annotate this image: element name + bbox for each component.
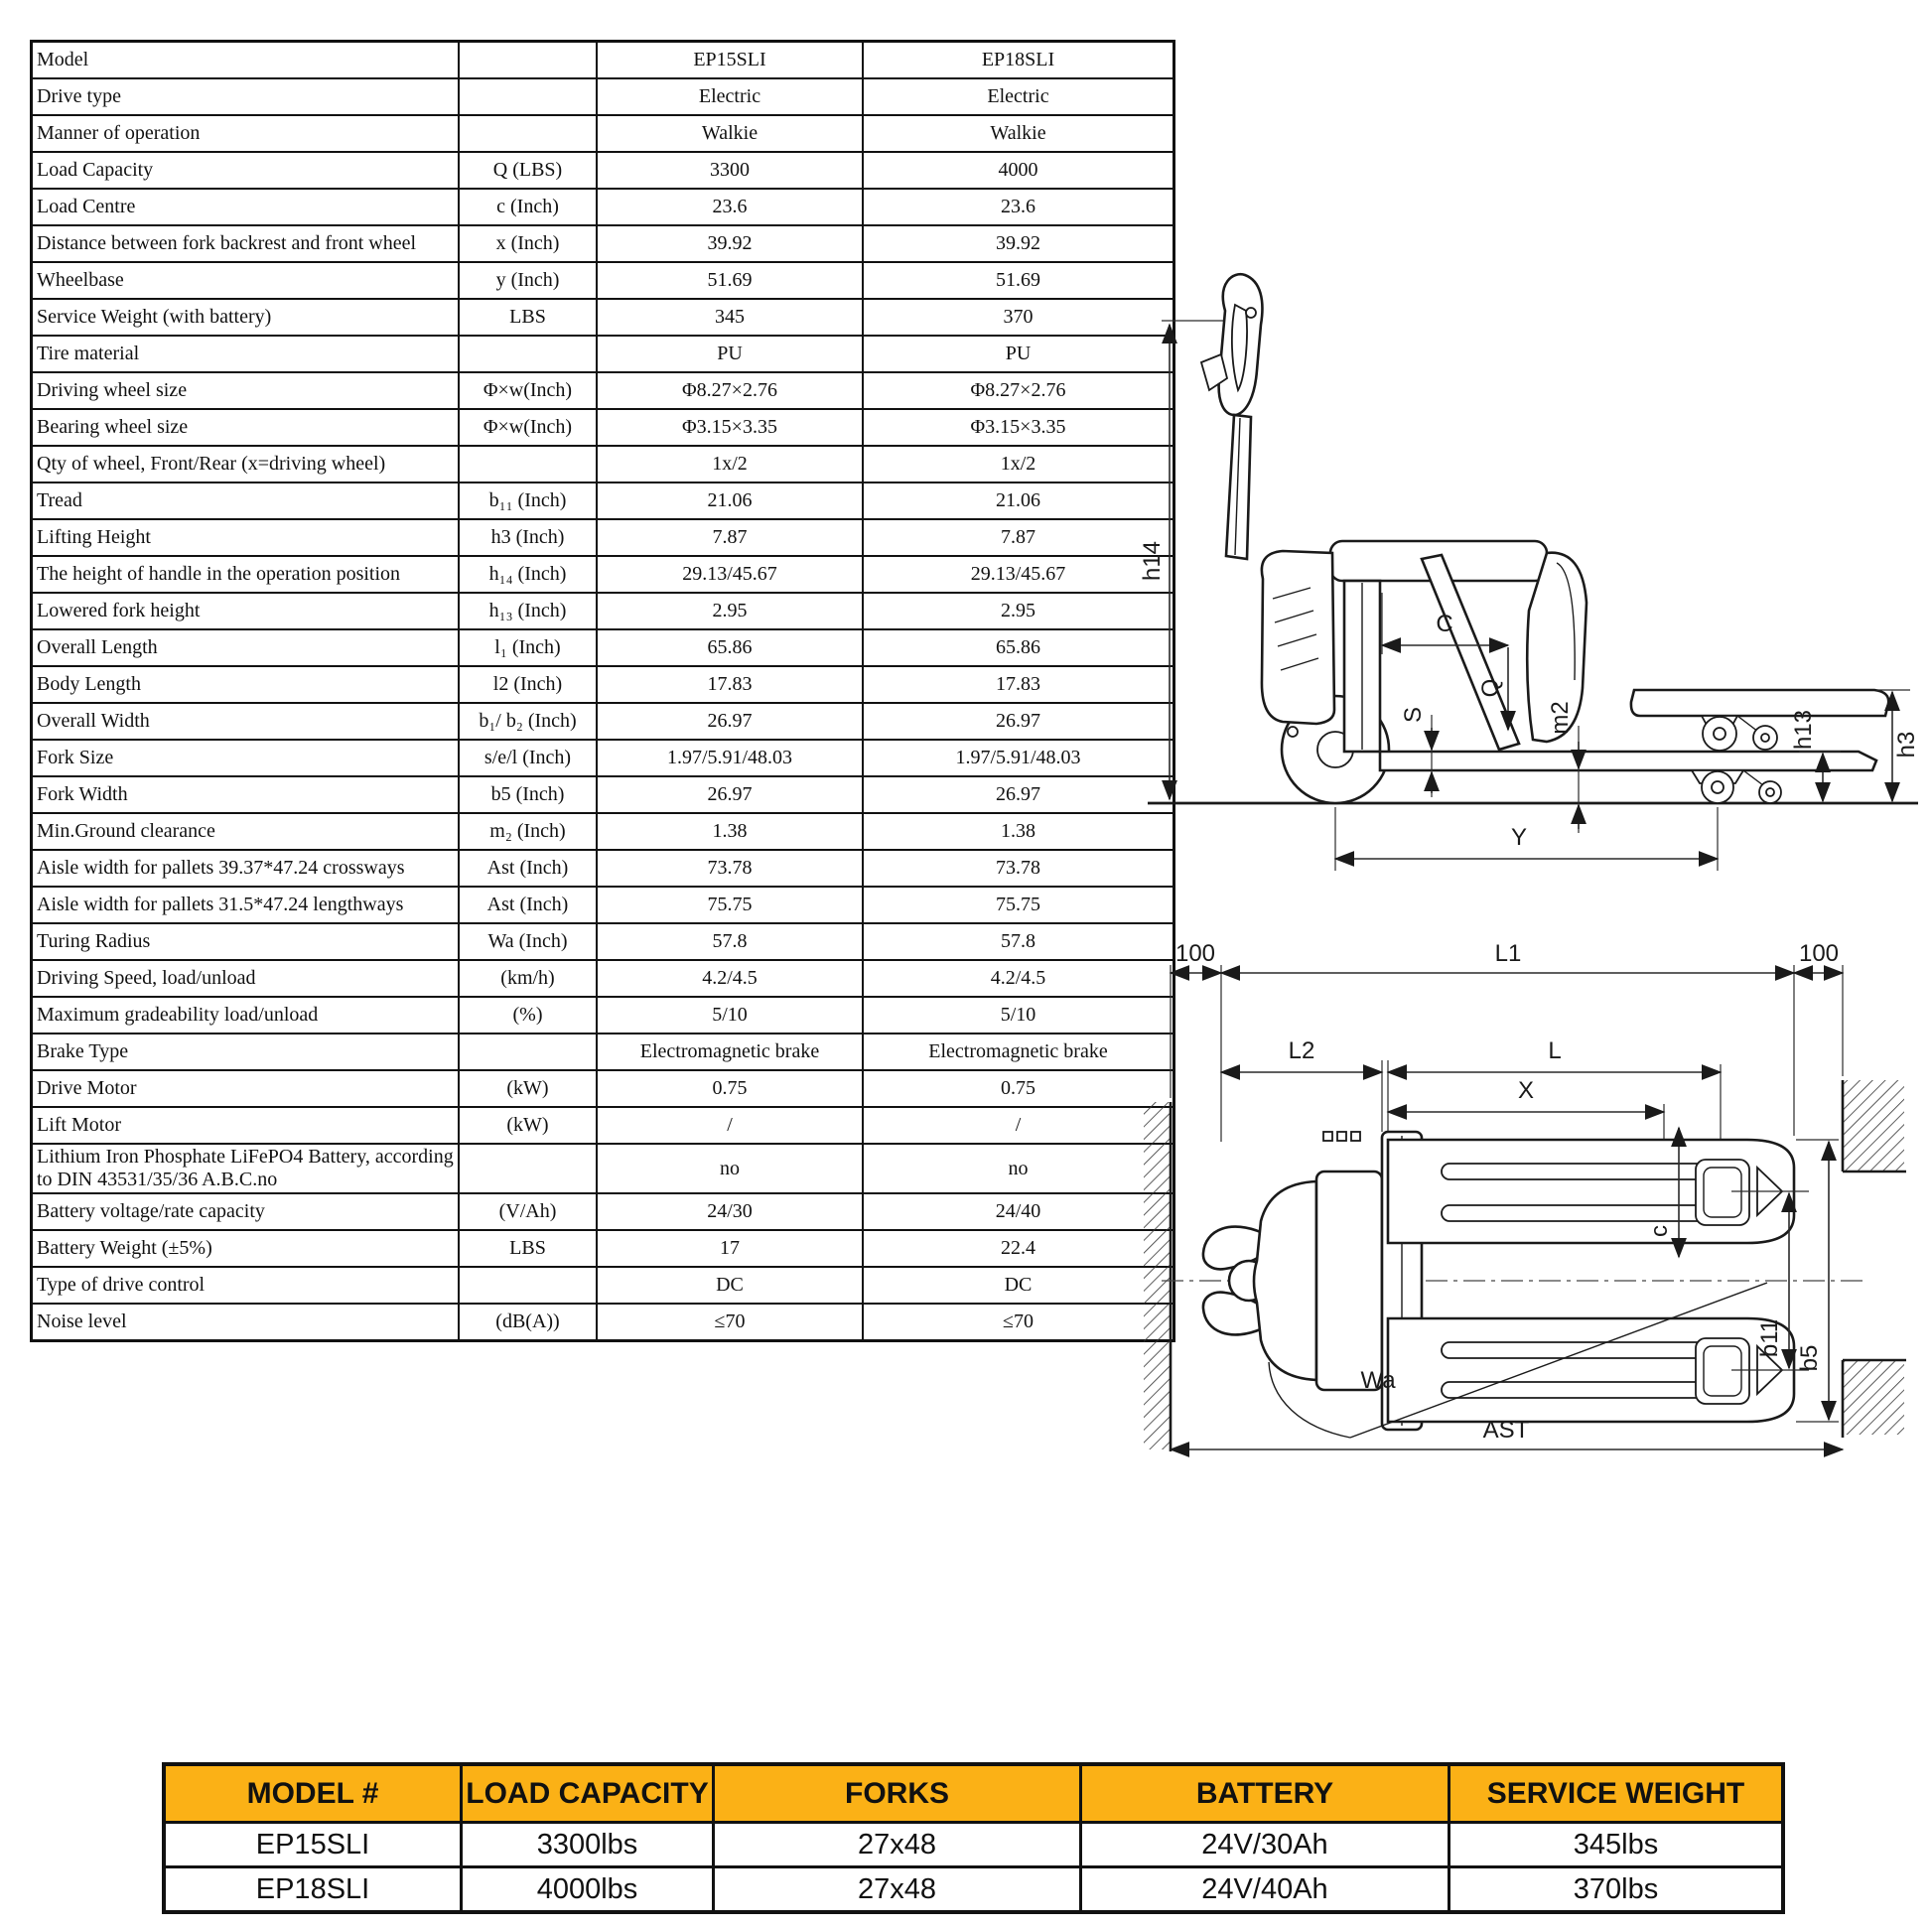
summary-cell: EP15SLI	[164, 1823, 462, 1867]
row-value-ep15sli: 26.97	[597, 703, 863, 740]
row-value-ep18sli: 57.8	[863, 923, 1174, 960]
row-unit: Φ×w(Inch)	[459, 409, 597, 446]
summary-cell: EP18SLI	[164, 1867, 462, 1913]
row-label: Drive Motor	[32, 1070, 460, 1107]
dim-label-100-right: 100	[1798, 940, 1840, 967]
row-label: Load Centre	[32, 189, 460, 225]
row-unit: LBS	[459, 1230, 597, 1267]
summary-cell: 24V/30Ah	[1081, 1823, 1449, 1867]
row-label: Lifting Height	[32, 519, 460, 556]
row-label: Lift Motor	[32, 1107, 460, 1144]
row-value-ep18sli: 26.97	[863, 703, 1174, 740]
row-label: Battery Weight (±5%)	[32, 1230, 460, 1267]
row-value-ep18sli: Walkie	[863, 115, 1174, 152]
row-value-ep18sli: 5/10	[863, 997, 1174, 1034]
table-row	[32, 78, 1174, 115]
table-row	[32, 960, 1174, 997]
row-unit	[459, 1144, 597, 1193]
row-value-ep18sli: Φ8.27×2.76	[863, 372, 1174, 409]
row-value-ep15sli: 57.8	[597, 923, 863, 960]
row-label: Brake Type	[32, 1034, 460, 1070]
summary-row	[164, 1867, 1783, 1913]
row-label: Model	[32, 42, 460, 79]
table-row	[32, 593, 1174, 629]
aisle-wall-right-top	[1843, 1080, 1906, 1172]
row-value-ep18sli: 39.92	[863, 225, 1174, 262]
row-unit: (kW)	[459, 1107, 597, 1144]
table-row	[32, 923, 1174, 960]
row-label: Turing Radius	[32, 923, 460, 960]
row-value-ep15sli: PU	[597, 336, 863, 372]
row-label: Service Weight (with battery)	[32, 299, 460, 336]
dim-label-q: Q	[1477, 678, 1504, 698]
row-unit: (V/Ah)	[459, 1193, 597, 1230]
table-row	[32, 446, 1174, 482]
summary-header-forks: FORKS	[714, 1764, 1081, 1823]
fork-raised	[1631, 690, 1888, 751]
row-unit	[459, 336, 597, 372]
row-value-ep15sli: 2.95	[597, 593, 863, 629]
row-value-ep15sli: /	[597, 1107, 863, 1144]
table-row	[32, 1070, 1174, 1107]
table-row	[32, 409, 1174, 446]
row-value-ep18sli: 4.2/4.5	[863, 960, 1174, 997]
row-unit: (dB(A))	[459, 1304, 597, 1341]
mast-strut	[1422, 555, 1519, 750]
row-label: Battery voltage/rate capacity	[32, 1193, 460, 1230]
table-row	[32, 997, 1174, 1034]
row-unit: b₁/ b₂ (Inch)	[459, 703, 597, 740]
summary-cell: 27x48	[714, 1867, 1081, 1913]
row-value-ep15sli: 29.13/45.67	[597, 556, 863, 593]
row-unit: m₂ (Inch)	[459, 813, 597, 850]
table-row	[32, 189, 1174, 225]
summary-table	[162, 1762, 1757, 1914]
row-value-ep15sli: 345	[597, 299, 863, 336]
row-unit: h₁₃ (Inch)	[459, 593, 597, 629]
row-value-ep15sli: 51.69	[597, 262, 863, 299]
row-value-ep18sli: 65.86	[863, 629, 1174, 666]
row-value-ep18sli: Electric	[863, 78, 1174, 115]
table-row	[32, 42, 1174, 79]
table-row	[32, 299, 1174, 336]
row-value-ep18sli: Electromagnetic brake	[863, 1034, 1174, 1070]
table-row	[32, 115, 1174, 152]
row-value-ep18sli: 22.4	[863, 1230, 1174, 1267]
dim-label-wa: Wa	[1360, 1367, 1396, 1394]
row-unit: Ast (Inch)	[459, 887, 597, 923]
fork-lowered	[1380, 752, 1876, 803]
row-value-ep15sli: 7.87	[597, 519, 863, 556]
row-value-ep15sli: 5/10	[597, 997, 863, 1034]
row-label: Lowered fork height	[32, 593, 460, 629]
summary-header-load-capacity: LOAD CAPACITY	[462, 1764, 714, 1823]
row-value-ep15sli: 65.86	[597, 629, 863, 666]
dim-label-ast: AST	[1482, 1417, 1530, 1444]
summary-cell: 345lbs	[1449, 1823, 1784, 1867]
row-value-ep18sli: 17.83	[863, 666, 1174, 703]
row-value-ep18sli: 21.06	[863, 482, 1174, 519]
row-unit	[459, 1034, 597, 1070]
row-label: Tire material	[32, 336, 460, 372]
row-label: Wheelbase	[32, 262, 460, 299]
row-value-ep15sli: 73.78	[597, 850, 863, 887]
row-value-ep15sli: 39.92	[597, 225, 863, 262]
row-label: Min.Ground clearance	[32, 813, 460, 850]
row-value-ep15sli: 17	[597, 1230, 863, 1267]
dim-label-l2: L2	[1288, 1037, 1315, 1064]
row-value-ep15sli: Φ8.27×2.76	[597, 372, 863, 409]
row-value-ep18sli: 23.6	[863, 189, 1174, 225]
row-unit: x (Inch)	[459, 225, 597, 262]
row-unit: LBS	[459, 299, 597, 336]
summary-row	[164, 1823, 1783, 1867]
dim-label-s: S	[1400, 706, 1427, 724]
table-row	[32, 556, 1174, 593]
row-value-ep18sli: 75.75	[863, 887, 1174, 923]
dim-label-100-left: 100	[1174, 940, 1216, 967]
row-label: Bearing wheel size	[32, 409, 460, 446]
summary-header-battery: BATTERY	[1081, 1764, 1449, 1823]
table-row	[32, 1107, 1174, 1144]
dim-label-l: L	[1548, 1037, 1562, 1064]
side-view-drawing	[1122, 213, 1932, 889]
row-label: Noise level	[32, 1304, 460, 1341]
row-value-ep15sli: no	[597, 1144, 863, 1193]
dim-label-x: X	[1517, 1077, 1535, 1104]
summary-cell: 370lbs	[1449, 1867, 1784, 1913]
table-row	[32, 1034, 1174, 1070]
row-unit: l₁ (Inch)	[459, 629, 597, 666]
dim-label-c: C	[1436, 611, 1453, 637]
summary-cell: 24V/40Ah	[1081, 1867, 1449, 1913]
row-value-ep15sli: Φ3.15×3.35	[597, 409, 863, 446]
row-unit: Wa (Inch)	[459, 923, 597, 960]
row-label: Overall Length	[32, 629, 460, 666]
spec-table	[30, 40, 1132, 1342]
row-value-ep18sli: no	[863, 1144, 1174, 1193]
table-row	[32, 482, 1174, 519]
row-value-ep15sli: 3300	[597, 152, 863, 189]
row-value-ep18sli: 0.75	[863, 1070, 1174, 1107]
row-label: Qty of wheel, Front/Rear (x=driving wheel)	[32, 446, 460, 482]
row-value-ep15sli: 0.75	[597, 1070, 863, 1107]
tiller-handle	[1201, 274, 1262, 559]
table-row	[32, 1230, 1174, 1267]
table-row	[32, 152, 1174, 189]
row-value-ep18sli: 2.95	[863, 593, 1174, 629]
row-unit: Φ×w(Inch)	[459, 372, 597, 409]
row-unit: l2 (Inch)	[459, 666, 597, 703]
row-unit	[459, 115, 597, 152]
dim-label-y: Y	[1510, 824, 1528, 851]
row-value-ep15sli: 26.97	[597, 776, 863, 813]
summary-cell: 27x48	[714, 1823, 1081, 1867]
row-label: Load Capacity	[32, 152, 460, 189]
row-value-ep18sli: 51.69	[863, 262, 1174, 299]
spec-table-body	[32, 42, 1174, 1341]
row-value-ep15sli: 75.75	[597, 887, 863, 923]
row-value-ep15sli: Walkie	[597, 115, 863, 152]
row-unit: (km/h)	[459, 960, 597, 997]
row-unit	[459, 78, 597, 115]
row-label: Drive type	[32, 78, 460, 115]
table-row	[32, 1193, 1174, 1230]
row-unit	[459, 1267, 597, 1304]
row-value-ep15sli: 4.2/4.5	[597, 960, 863, 997]
row-value-ep18sli: 1.97/5.91/48.03	[863, 740, 1174, 776]
row-value-ep18sli: /	[863, 1107, 1174, 1144]
row-value-ep15sli: 1.38	[597, 813, 863, 850]
row-unit: h3 (Inch)	[459, 519, 597, 556]
summary-cell: 3300lbs	[462, 1823, 714, 1867]
row-value-ep18sli: ≤70	[863, 1304, 1174, 1341]
top-view-drawing	[1122, 933, 1932, 1469]
summary-header-service-weight: SERVICE WEIGHT	[1449, 1764, 1784, 1823]
row-unit: Ast (Inch)	[459, 850, 597, 887]
row-value-ep18sli: DC	[863, 1267, 1174, 1304]
row-label: Overall Width	[32, 703, 460, 740]
table-row	[32, 372, 1174, 409]
row-label: Type of drive control	[32, 1267, 460, 1304]
aisle-wall-left	[1144, 1102, 1171, 1451]
row-value-ep18sli: 24/40	[863, 1193, 1174, 1230]
row-value-ep15sli: 17.83	[597, 666, 863, 703]
battery-box	[1316, 1172, 1382, 1390]
table-row	[32, 225, 1174, 262]
row-value-ep15sli: 21.06	[597, 482, 863, 519]
row-value-ep15sli: 1.97/5.91/48.03	[597, 740, 863, 776]
row-unit: s/e/l (Inch)	[459, 740, 597, 776]
dim-label-l1: L1	[1494, 940, 1522, 967]
row-value-ep18sli: EP18SLI	[863, 42, 1174, 79]
table-row	[32, 776, 1174, 813]
row-label: Tread	[32, 482, 460, 519]
row-value-ep18sli: 1.38	[863, 813, 1174, 850]
row-value-ep18sli: 4000	[863, 152, 1174, 189]
row-unit	[459, 446, 597, 482]
row-value-ep18sli: 370	[863, 299, 1174, 336]
row-value-ep15sli: Electromagnetic brake	[597, 1034, 863, 1070]
table-row	[32, 1267, 1174, 1304]
row-unit: c (Inch)	[459, 189, 597, 225]
row-label: Fork Width	[32, 776, 460, 813]
dim-label-h14: h14	[1139, 540, 1166, 582]
row-value-ep18sli: 29.13/45.67	[863, 556, 1174, 593]
row-value-ep15sli: EP15SLI	[597, 42, 863, 79]
summary-header-row	[164, 1764, 1783, 1823]
row-label: Lithium Iron Phosphate LiFePO4 Battery, according to DIN 43531/35/36 A.B.C.no	[32, 1144, 460, 1193]
row-label: Aisle width for pallets 39.37*47.24 crossways	[32, 850, 460, 887]
row-label: Distance between fork backrest and front wheel	[32, 225, 460, 262]
row-value-ep15sli: Electric	[597, 78, 863, 115]
row-value-ep18sli: Φ3.15×3.35	[863, 409, 1174, 446]
row-value-ep15sli: 23.6	[597, 189, 863, 225]
dim-label-c-small: c	[1646, 1225, 1673, 1237]
table-row	[32, 703, 1174, 740]
row-unit: h₁₄ (Inch)	[459, 556, 597, 593]
row-unit: y (Inch)	[459, 262, 597, 299]
dim-label-m2: m2	[1547, 701, 1574, 735]
table-row	[32, 336, 1174, 372]
table-row	[32, 262, 1174, 299]
dim-label-h13: h13	[1790, 709, 1817, 751]
summary-cell: 4000lbs	[462, 1867, 714, 1913]
row-unit: b₁₁ (Inch)	[459, 482, 597, 519]
table-row	[32, 666, 1174, 703]
row-label: Aisle width for pallets 31.5*47.24 lengthways	[32, 887, 460, 923]
row-value-ep18sli: PU	[863, 336, 1174, 372]
row-label: The height of handle in the operation position	[32, 556, 460, 593]
row-label: Body Length	[32, 666, 460, 703]
row-unit	[459, 42, 597, 79]
row-value-ep18sli: 73.78	[863, 850, 1174, 887]
table-row	[32, 887, 1174, 923]
row-value-ep18sli: 26.97	[863, 776, 1174, 813]
row-label: Manner of operation	[32, 115, 460, 152]
row-unit: Q (LBS)	[459, 152, 597, 189]
dim-label-b11: b11	[1756, 1318, 1783, 1358]
table-row	[32, 1304, 1174, 1341]
row-value-ep15sli: 1x/2	[597, 446, 863, 482]
row-value-ep15sli: DC	[597, 1267, 863, 1304]
row-label: Driving wheel size	[32, 372, 460, 409]
row-value-ep15sli: 24/30	[597, 1193, 863, 1230]
row-value-ep18sli: 1x/2	[863, 446, 1174, 482]
table-row	[32, 1144, 1174, 1193]
table-row	[32, 813, 1174, 850]
row-label: Maximum gradeability load/unload	[32, 997, 460, 1034]
table-row	[32, 629, 1174, 666]
row-value-ep18sli: 7.87	[863, 519, 1174, 556]
row-label: Fork Size	[32, 740, 460, 776]
dim-label-b5: b5	[1796, 1344, 1823, 1372]
row-label: Driving Speed, load/unload	[32, 960, 460, 997]
summary-table-body	[164, 1823, 1783, 1913]
table-row	[32, 740, 1174, 776]
row-value-ep15sli: ≤70	[597, 1304, 863, 1341]
aisle-wall-right-bottom	[1843, 1360, 1906, 1438]
dim-label-h3: h3	[1893, 731, 1920, 758]
row-unit: (%)	[459, 997, 597, 1034]
summary-header-model-: MODEL #	[164, 1764, 462, 1823]
table-row	[32, 850, 1174, 887]
row-unit: (kW)	[459, 1070, 597, 1107]
table-row	[32, 519, 1174, 556]
row-unit: b5 (Inch)	[459, 776, 597, 813]
